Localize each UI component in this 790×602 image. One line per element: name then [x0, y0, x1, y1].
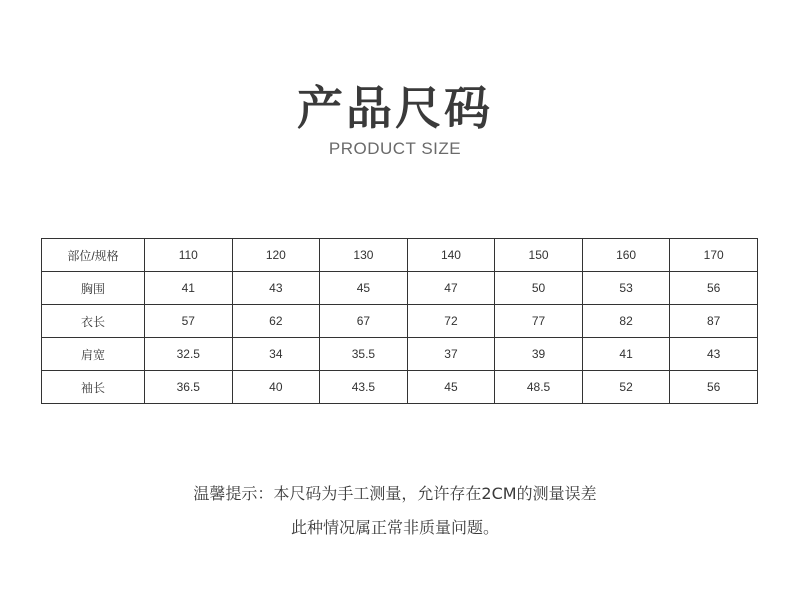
table-row	[42, 272, 758, 305]
table-cell: 43	[670, 338, 758, 371]
table-header-row	[42, 239, 758, 272]
table-cell: 57	[145, 305, 233, 338]
table-cell: 82	[582, 305, 670, 338]
size-table	[41, 238, 758, 404]
row-label-cell: 衣长	[42, 305, 145, 338]
table-cell: 37	[407, 338, 495, 371]
table-cell: 77	[495, 305, 583, 338]
table-cell: 45	[407, 371, 495, 404]
table-cell: 41	[145, 272, 233, 305]
table-cell: 41	[582, 338, 670, 371]
row-label-cell: 肩宽	[42, 338, 145, 371]
header-cell: 170	[670, 239, 758, 272]
table-cell: 56	[670, 371, 758, 404]
page-subtitle: PRODUCT SIZE	[328, 139, 462, 158]
table-cell: 52	[582, 371, 670, 404]
table-cell: 72	[407, 305, 495, 338]
table-cell: 45	[320, 272, 408, 305]
header-cell: 130	[320, 239, 408, 272]
table-cell: 53	[582, 272, 670, 305]
table-cell: 87	[670, 305, 758, 338]
header-cell: 150	[495, 239, 583, 272]
header-cell: 120	[232, 239, 320, 272]
table-cell: 39	[495, 338, 583, 371]
quality-note: 此种情况属正常非质量问题。	[290, 518, 499, 537]
header-cell: 160	[582, 239, 670, 272]
table-cell: 35.5	[320, 338, 408, 371]
table-cell: 47	[407, 272, 495, 305]
table-row	[42, 305, 758, 338]
page-title: 产品尺码	[297, 81, 493, 135]
header-cell: 140	[407, 239, 495, 272]
table-cell: 56	[670, 272, 758, 305]
table-cell: 67	[320, 305, 408, 338]
table-cell: 34	[232, 338, 320, 371]
table-cell: 40	[232, 371, 320, 404]
row-label-cell: 袖长	[42, 371, 145, 404]
table-cell: 62	[232, 305, 320, 338]
table-cell: 43	[232, 272, 320, 305]
table-cell: 32.5	[145, 338, 233, 371]
table-cell: 43.5	[320, 371, 408, 404]
table-cell: 36.5	[145, 371, 233, 404]
row-label-cell: 胸围	[42, 272, 145, 305]
table-cell: 48.5	[495, 371, 583, 404]
header-cell: 部位/规格	[42, 239, 145, 272]
table-row	[42, 371, 758, 404]
table-cell: 50	[495, 272, 583, 305]
table-row	[42, 338, 758, 371]
header-cell: 110	[145, 239, 233, 272]
measurement-note: 温馨提示：本尺码为手工测量，允许存在2CM的测量误差	[193, 484, 597, 503]
